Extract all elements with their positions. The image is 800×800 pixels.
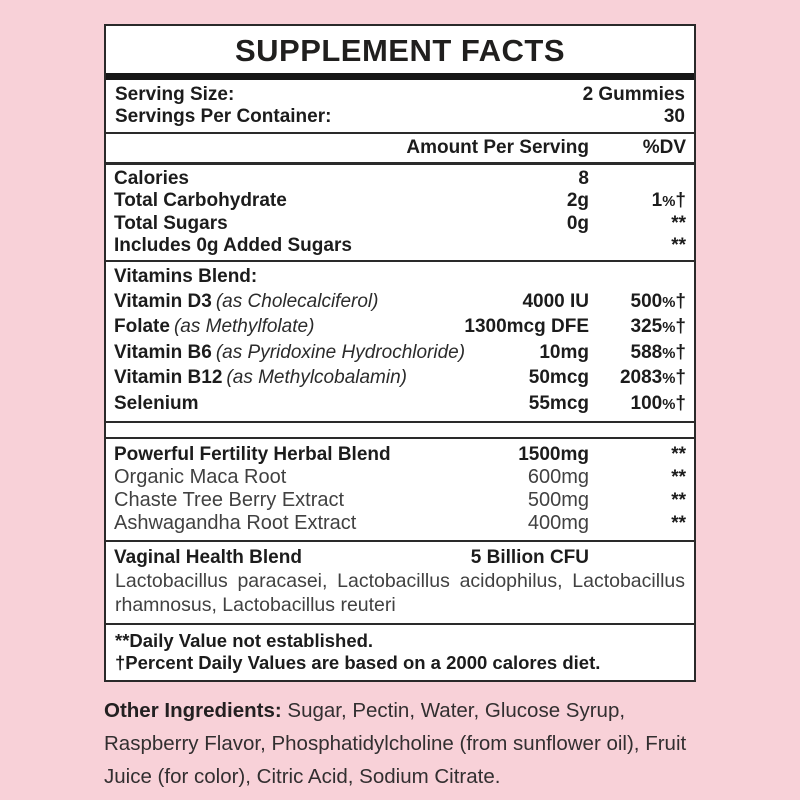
supplement-facts-panel bbox=[104, 24, 696, 682]
other-ingredients-label: Other Ingredients: bbox=[104, 699, 282, 722]
vitamin-name-cell bbox=[114, 341, 539, 366]
footnote-daily-value: **Daily Value not established. bbox=[115, 630, 374, 651]
nutrient-row-calories bbox=[106, 168, 694, 190]
vitamin-row-selenium bbox=[106, 392, 694, 418]
other-ingredients-text: Sugar, Pectin, Water, Glucose Syrup, Raspberry Flavor, Phosphatidylcholine (from sunflower oil), Fruit Juice (for color), Citric Acid, Sodium Citrate. bbox=[104, 699, 687, 788]
vitamin-name: Selenium bbox=[114, 392, 199, 414]
vitamins-blend-section bbox=[106, 262, 694, 421]
nutrient-row-carbohydrate bbox=[106, 190, 694, 214]
herbal-row-maca bbox=[106, 466, 694, 489]
herbal-dv: ** bbox=[671, 467, 686, 488]
herbal-dv: ** bbox=[671, 444, 686, 465]
serving-size-label: Serving Size: bbox=[115, 84, 235, 105]
vitamin-amount: 10mg bbox=[539, 341, 589, 363]
vitamin-form: (as Pyridoxine Hydrochloride) bbox=[215, 341, 466, 363]
vitamin-dv: 500%† bbox=[630, 290, 686, 312]
vitamins-blend-heading: Vitamins Blend: bbox=[114, 266, 258, 287]
nutrient-row-added-sugars bbox=[106, 235, 694, 257]
nutrient-dv: 1%† bbox=[651, 189, 686, 211]
vitamin-name-cell bbox=[114, 315, 464, 340]
probiotic-amount: 5 Billion CFU bbox=[470, 547, 589, 568]
serving-size-value: 2 Gummies bbox=[582, 84, 685, 105]
vitamin-name-cell bbox=[114, 290, 522, 315]
vitamin-row-d3 bbox=[106, 290, 694, 316]
vitamin-name-cell bbox=[114, 392, 529, 417]
serving-info-section bbox=[106, 80, 694, 132]
vitamin-name: Vitamin D3 bbox=[114, 290, 212, 312]
herbal-dv: ** bbox=[671, 513, 686, 534]
vitamin-amount: 55mcg bbox=[528, 392, 589, 414]
herbal-blend-section bbox=[106, 439, 694, 540]
nutrient-row-sugars bbox=[106, 213, 694, 235]
vitamin-amount: 4000 IU bbox=[522, 290, 589, 312]
herbal-name: Organic Maca Root bbox=[114, 466, 287, 488]
nutrient-dv: ** bbox=[671, 234, 686, 256]
vitamin-name-cell bbox=[114, 366, 529, 391]
vaginal-health-blend-section bbox=[106, 542, 694, 623]
vitamin-amount: 1300mcg DFE bbox=[464, 316, 589, 337]
footnote-percent-dv: †Percent Daily Values are based on a 2000 calores diet. bbox=[115, 652, 601, 673]
herbal-name: Powerful Fertility Herbal Blend bbox=[114, 444, 391, 465]
nutrient-amount: 0g bbox=[566, 213, 589, 234]
nutrient-dv: ** bbox=[671, 213, 686, 234]
vitamin-dv: 100%† bbox=[630, 392, 686, 414]
vitamin-amount: 50mcg bbox=[528, 367, 589, 388]
servings-per-container-label: Servings Per Container: bbox=[115, 105, 332, 127]
vitamin-dv: 325%† bbox=[630, 316, 686, 337]
column-header-row bbox=[106, 134, 694, 162]
probiotic-blend-name: Vaginal Health Blend bbox=[114, 547, 302, 568]
serving-size-row bbox=[115, 84, 685, 106]
nutrient-amount: 2g bbox=[566, 189, 589, 211]
vitamin-row-folate bbox=[106, 315, 694, 341]
footnotes-section bbox=[106, 625, 694, 680]
vitamin-name: Vitamin B12 bbox=[114, 367, 223, 388]
vitamin-name: Vitamin B6 bbox=[114, 341, 212, 363]
nutrient-name: Calories bbox=[114, 168, 189, 189]
vitamin-row-b12 bbox=[106, 366, 694, 392]
vitamin-dv: 588%† bbox=[630, 341, 686, 363]
blank-filler-area bbox=[106, 423, 694, 437]
nutrients-section bbox=[106, 165, 694, 260]
herbal-amount: 600mg bbox=[527, 466, 589, 488]
herbal-row-blend-total bbox=[106, 443, 694, 466]
vitamin-name: Folate bbox=[114, 316, 170, 337]
vitamin-form: (as Cholecalciferol) bbox=[215, 290, 379, 312]
herbal-amount: 1500mg bbox=[518, 444, 589, 465]
servings-per-container-row bbox=[115, 106, 685, 128]
herbal-name: Ashwagandha Root Extract bbox=[114, 512, 357, 534]
vitamin-row-b6 bbox=[106, 341, 694, 367]
herbal-amount: 500mg bbox=[527, 489, 589, 511]
amount-column-header: Amount Per Serving bbox=[406, 137, 589, 158]
vitamin-dv: 2083%† bbox=[619, 367, 686, 388]
title-separator-bar bbox=[106, 73, 694, 80]
nutrient-name: Includes 0g Added Sugars bbox=[114, 234, 352, 256]
nutrient-amount: 8 bbox=[578, 168, 589, 189]
herbal-row-chaste-tree bbox=[106, 489, 694, 512]
other-ingredients-paragraph bbox=[104, 694, 690, 793]
dv-column-header: %DV bbox=[642, 137, 686, 158]
herbal-dv: ** bbox=[671, 490, 686, 511]
herbal-amount: 400mg bbox=[527, 512, 589, 534]
servings-per-container-value: 30 bbox=[663, 105, 685, 127]
nutrient-name: Total Sugars bbox=[114, 213, 228, 234]
probiotic-strains-list: Lactobacillus paracasei, Lactobacillus acidophilus, Lactobacillus rhamnosus, Lactobacillus reuteri bbox=[115, 570, 685, 616]
nutrient-name: Total Carbohydrate bbox=[114, 189, 287, 211]
herbal-name: Chaste Tree Berry Extract bbox=[114, 489, 345, 511]
vitamin-form: (as Methylcobalamin) bbox=[226, 367, 407, 388]
panel-title: SUPPLEMENT FACTS bbox=[234, 33, 566, 68]
probiotic-header-row bbox=[106, 546, 694, 570]
herbal-row-ashwagandha bbox=[106, 512, 694, 535]
vitamin-form: (as Methylfolate) bbox=[173, 316, 315, 337]
